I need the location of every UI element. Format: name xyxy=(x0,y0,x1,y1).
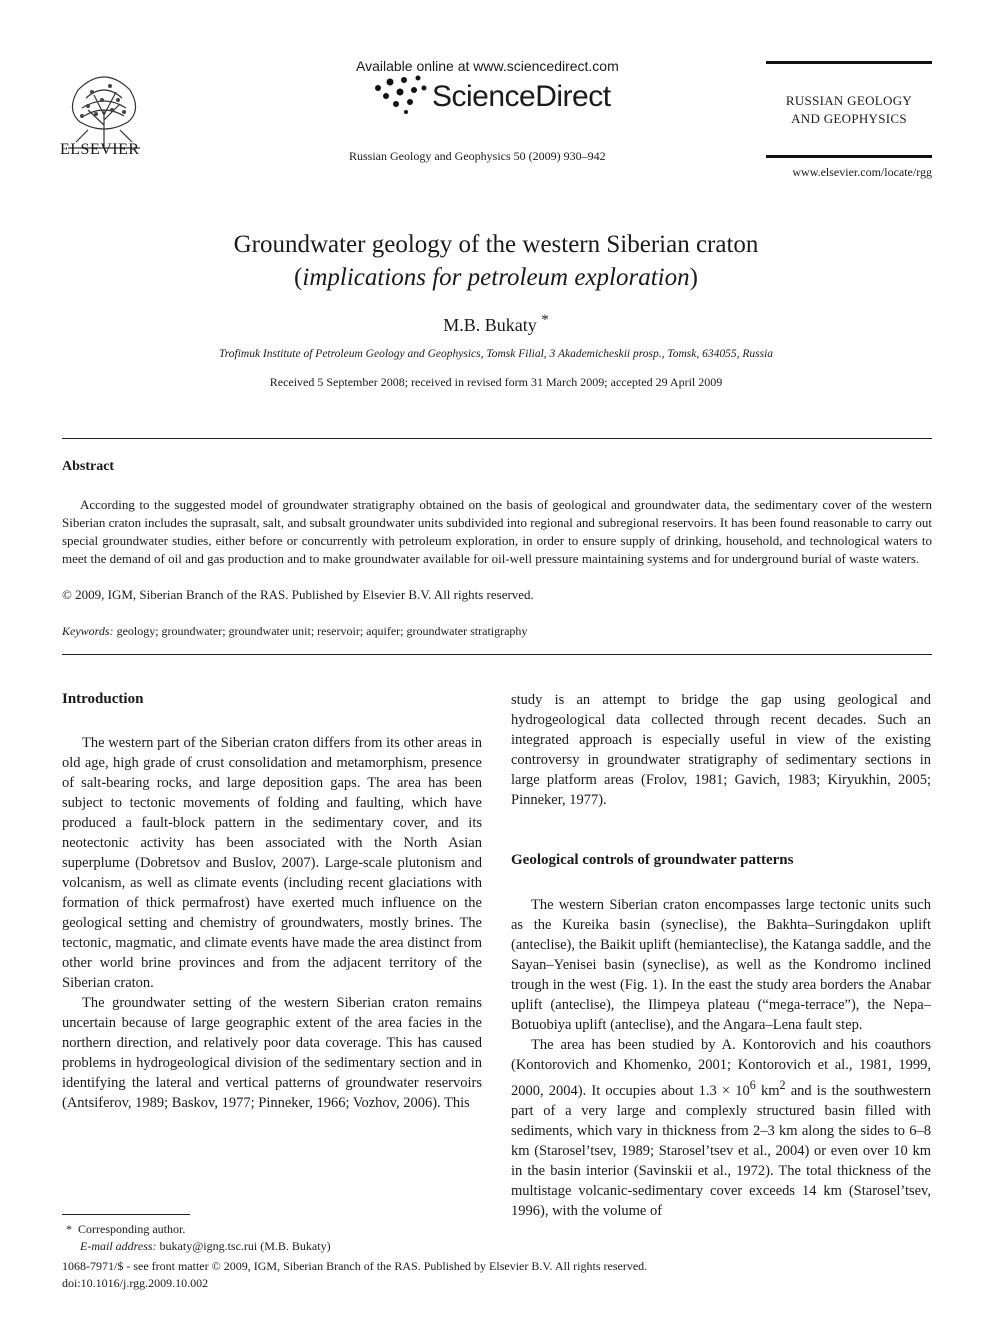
sciencedirect-wordmark: ScienceDirect xyxy=(432,80,611,113)
footnote-mark: * xyxy=(66,1222,72,1236)
left-column xyxy=(62,733,482,1113)
journal-name-line2: AND GEOPHYSICS xyxy=(791,111,907,126)
journal-top-rule xyxy=(766,61,932,64)
abstract-text: According to the suggested model of groundwater stratigraphy obtained on the basis of geological and groundwater data, the sedimentary cover of the western Siberian craton includes the suprasalt, salt, and subsalt groundwater units subdivided into regional and subregional reservoirs. It has been found reasonable to carry out special groundwater studies, either before or concurrently with petroleum exploration, in order to ensure supply of drinking, household, and technological waters to meet the demand of oil and gas production and to make groundwater available for oil-well pressure maintaining systems and for underground burial of waste waters. xyxy=(62,497,932,566)
journal-name xyxy=(766,92,932,128)
right-column-intro-continuation xyxy=(511,690,931,810)
intro-paragraph-2-continued: study is an attempt to bridge the gap using geological and hydrogeological data collected through recent decades. Such an integrated approach is especially useful in view of the existing controversy in groundwater stratigraphy of sedimentary sections in large platform areas (Frolov, 1981; Gavich, 1983; Kiryukhin, 2005; Pinneker, 1977). xyxy=(511,692,931,808)
article-title-block xyxy=(60,228,932,294)
keywords xyxy=(62,624,527,639)
journal-bottom-rule xyxy=(766,155,932,158)
journal-name-line1: RUSSIAN GEOLOGY xyxy=(785,93,913,108)
email-address-link[interactable]: bukaty@igng.tsc.rui (M.B. Bukaty) xyxy=(159,1239,331,1253)
article-title: Groundwater geology of the western Siberian craton xyxy=(233,231,759,258)
email-footnote xyxy=(80,1239,331,1254)
available-online-text: Available online at www.sciencedirect.com xyxy=(356,58,619,74)
section-heading-introduction: Introduction xyxy=(62,691,144,707)
publisher-name: ELSEVIER xyxy=(60,141,140,158)
intro-paragraph-2: The groundwater setting of the western Siberian craton remains uncertain because of large geographic extent of the area facies in the northern direction, and relatively poor data coverage. This has caused problems in hydrogeological division of the sedimentary section and in identifying the lateral and vertical patterns of groundwater reservoirs (Antsiferov, 1989; Baskov, 1977; Pinneker, 1966; Vozhov, 2006). This xyxy=(62,995,482,1111)
footnote-rule xyxy=(62,1214,190,1215)
right-column-geology xyxy=(511,895,931,1221)
keywords-label: Keywords: xyxy=(62,624,114,638)
author-name: M.B. Bukaty xyxy=(443,315,537,335)
abstract-top-rule xyxy=(62,438,932,439)
doi-link[interactable]: doi:10.1016/j.rgg.2009.10.002 xyxy=(62,1276,209,1290)
geology-paragraph-2: The area has been studied by A. Kontorovich and his coauthors (Kontorovich and Khomenko, 2001; Kontorovich et al., 1981, 1999, 2000, 2004). It occupies about $1.3 \times 10^6$ $km^2$ and is the southwestern part of a very large and complexly structured basin filled with sediments, which vary in thickness from 2–3 km along the sides to 6–8 km (Starosel’tsev, 1989; Starosel’tsev et al., 2004) or even over 10 km in the basin interior (Savinskii et al., 1972). The total thickness of the multistage volcanic-sedimentary cover exceeds 14 km (Starosel’tsev, 1996), with the volume of xyxy=(511,1037,931,1219)
article-subtitle-line: (implications for petroleum exploration) xyxy=(294,264,698,291)
geology-paragraph-1: The western Siberian craton encompasses large tectonic units such as the Kureika basin (syneclise), the Bakhta–Suringdakon uplift (anteclise), the Baikit uplift (hemianteclise), the Katanga saddle, and the Sayan–Yenisei basin (syneclise), as well as the Kondromo inclined trough in the west (Fig. 1). In the east the study area borders the Anabar uplift (anteclise), the Ilimpeya plateau (“mega-terrace”), the Nepa–Botuobiya uplift (anteclise), and the Angara–Lena fault step. xyxy=(511,897,931,1033)
corresponding-author-footnote: * Corresponding author. xyxy=(66,1222,186,1236)
corresponding-author-mark[interactable]: * xyxy=(541,312,549,328)
abstract-heading: Abstract xyxy=(62,459,115,474)
email-label: E-mail address: xyxy=(80,1239,157,1253)
keywords-list: geology; groundwater; groundwater unit; reservoir; aquifer; groundwater stratigraphy xyxy=(116,624,528,638)
received-dates: Received 5 September 2008; received in revised form 31 March 2009; accepted 29 April 2009 xyxy=(269,375,723,389)
journal-url-link[interactable]: www.elsevier.com/locate/rgg xyxy=(792,165,932,179)
abstract-bottom-rule xyxy=(62,654,932,655)
affiliation: Trofimuk Institute of Petroleum Geology and Geophysics, Tomsk Filial, 3 Akademicheskii prosp., Tomsk, 634055, Russia xyxy=(218,348,774,360)
intro-paragraph-1: The western part of the Siberian craton differs from its other areas in old age, high grade of crust consolidation and metamorphism, presence of salt-bearing rocks, and large deposition gaps. The area has been subject to tectonic movements of folding and faulting, which have produced a fault-block pattern in the sedimentary cover, and its neotectonic activity has been associated with the North Asian superplume (Dobretsov and Buslov, 2007). Large-scale plutonism and volcanism, as well as climate events (including recent glaciations with formation of thick permafrost) have exerted much influence on the geological setting and chemistry of groundwaters, mostly brines. The tectonic, magmatic, and climate events have made the area distinct from other world brine provinces and from the adjacent territory of the Siberian craton. xyxy=(62,735,482,991)
sciencedirect-dots-icon xyxy=(372,74,432,114)
abstract-copyright: © 2009, IGM, Siberian Branch of the RAS. Published by Elsevier B.V. All rights reserved. xyxy=(62,587,534,602)
journal-reference: Russian Geology and Geophysics 50 (2009) 930–942 xyxy=(349,149,606,163)
article-subtitle: implications for petroleum exploration xyxy=(302,264,690,291)
issn-front-matter: 1068-7971/$ - see front matter © 2009, IGM, Siberian Branch of the RAS. Published by Elsevier B.V. All rights reserved. xyxy=(62,1259,648,1273)
author-line xyxy=(60,312,932,336)
section-heading-geological-controls: Geological controls of groundwater patterns xyxy=(511,852,794,868)
